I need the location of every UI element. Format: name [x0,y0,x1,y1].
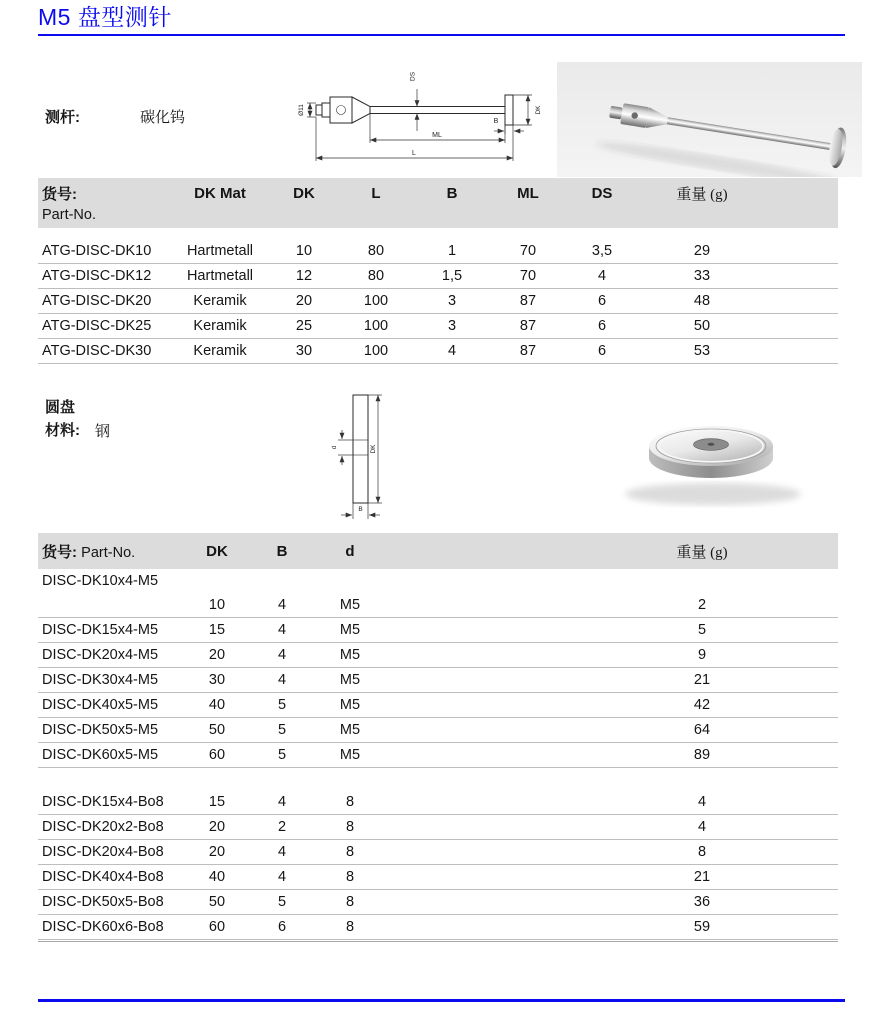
shaft-label: 测杆: [45,109,80,126]
table-row [38,643,838,668]
table1-body [38,239,838,364]
cell-b: 4 [277,672,287,688]
dim-label-disc-b: B [358,506,363,513]
cell-dk: 40 [208,869,226,885]
cell-weight: 42 [693,697,711,713]
cell-dk-mat: Hartmetall [186,243,254,259]
table2-header [38,533,838,569]
table2-header-part-cn: 货号: [42,543,77,561]
table-row [38,768,838,790]
cell-dk: 15 [208,794,226,810]
cell-d: M5 [339,672,361,688]
cell-l: 100 [363,343,389,359]
dim-label-dk: DK [535,105,542,115]
disc-label: 圆盘 [45,399,76,416]
cell-b: 5 [277,697,287,713]
cell-d: M5 [339,597,361,613]
cell-dk: 30 [208,672,226,688]
cell-part-no: ATG-DISC-DK12 [42,268,152,284]
table-row [38,239,838,264]
cell-dk: 40 [208,697,226,713]
table2-header-part [38,541,177,562]
shaft-material-value: 碳化钨 [140,110,186,126]
cell-weight: 5 [697,622,707,638]
cell-l: 100 [363,318,389,334]
cell-dk: 10 [295,243,313,259]
table1-header-part-en: Part-No. [42,207,96,223]
table-end-line [38,941,838,942]
cell-dk: 12 [295,268,313,284]
dim-label-l: L [412,150,416,157]
cell-part-no: DISC-DK40x4-Bo8 [42,869,164,885]
cell-d: M5 [339,697,361,713]
cell-ml: 87 [519,318,537,334]
table1-header-l: L [371,185,381,202]
table1-header-b: B [446,185,458,202]
table-row [38,569,838,593]
cell-part-no: DISC-DK60x6-Bo8 [42,919,164,935]
cell-weight: 33 [693,268,711,284]
table-row [38,865,838,890]
table1-header-dk: DK [293,185,315,202]
disc-product-photo [618,398,883,523]
cell-weight: 89 [693,747,711,763]
table-row [38,618,838,643]
cell-dk: 10 [208,597,226,613]
dim-label-b: B [493,118,499,125]
cell-dk-mat: Keramik [193,293,247,309]
cell-ds: 6 [597,343,607,359]
cell-part-no: ATG-DISC-DK10 [42,243,152,259]
disc-material-label: 材料: [45,422,80,439]
table-row [38,339,838,364]
cell-b: 4 [277,869,287,885]
cell-weight: 4 [697,819,707,835]
cell-part-no: DISC-DK15x4-M5 [42,622,159,638]
cell-dk-mat: Keramik [193,343,247,359]
cell-ds: 3,5 [591,243,613,259]
cell-d: 8 [345,869,355,885]
cell-part-no: ATG-DISC-DK20 [42,293,152,309]
cell-dk: 50 [208,894,226,910]
cell-b: 4 [277,597,287,613]
cell-part-no: DISC-DK10x4-M5 [42,573,159,589]
table2-header-dk: DK [206,542,228,560]
table-row [38,790,838,815]
table2-header-b: B [276,542,288,560]
table-row [38,314,838,339]
cell-b: 4 [277,647,287,663]
cell-d: 8 [345,919,355,935]
shaft-technical-drawing [296,62,548,167]
table-row [38,743,838,768]
table1-header-weight: 重量 (g) [676,187,728,203]
cell-d: 8 [345,894,355,910]
table-row [38,693,838,718]
cell-d: 8 [345,844,355,860]
cell-dk: 20 [208,819,226,835]
shaft-product-photo [557,62,862,177]
dim-label-d: d [332,445,338,450]
cell-b: 4 [277,844,287,860]
cell-part-no: ATG-DISC-DK30 [42,343,152,359]
cell-ds: 4 [597,268,607,284]
table-row [38,668,838,693]
cell-b: 1 [447,243,457,259]
cell-dk: 20 [295,293,313,309]
page-title: M5 盘型测针 [38,4,172,30]
cell-ml: 70 [519,243,537,259]
cell-d: 8 [345,819,355,835]
cell-dk: 30 [295,343,313,359]
cell-b: 1,5 [441,268,463,284]
cell-weight: 53 [693,343,711,359]
cell-weight: 2 [697,597,707,613]
cell-part-no: DISC-DK20x2-Bo8 [42,819,164,835]
cell-b: 3 [447,293,457,309]
table1-header [38,178,838,228]
cell-weight: 21 [693,869,711,885]
cell-ml: 70 [519,268,537,284]
cell-ds: 6 [597,293,607,309]
cell-weight: 59 [693,919,711,935]
table1-header-ds: DS [591,185,613,202]
cell-weight: 4 [697,794,707,810]
table1-header-dk-mat: DK Mat [194,185,246,202]
table-row [38,593,838,618]
cell-weight: 29 [693,243,711,259]
table-row [38,264,838,289]
table-row [38,840,838,865]
cell-weight: 50 [693,318,711,334]
cell-b: 4 [277,622,287,638]
table-row [38,718,838,743]
cell-b: 4 [277,794,287,810]
table2-header-weight: 重量 (g) [676,544,728,561]
cell-b: 2 [277,819,287,835]
cell-weight: 36 [693,894,711,910]
cell-ml: 87 [519,293,537,309]
table1-header-part-cn: 货号: [42,186,77,203]
cell-d: M5 [339,747,361,763]
cell-part-no: DISC-DK20x4-M5 [42,647,159,663]
cell-dk-mat: Keramik [193,318,247,334]
cell-weight: 21 [693,672,711,688]
cell-d: M5 [339,647,361,663]
cell-d: M5 [339,622,361,638]
cell-dk: 60 [208,919,226,935]
cell-part-no: DISC-DK60x5-M5 [42,747,159,763]
cell-dk-mat: Hartmetall [186,268,254,284]
cell-b: 5 [277,722,287,738]
cell-dk: 25 [295,318,313,334]
disc-technical-drawing [330,388,445,528]
dim-label-dia: Ø11 [298,104,305,116]
cell-dk: 20 [208,844,226,860]
cell-part-no: DISC-DK50x5-Bo8 [42,894,164,910]
cell-d: M5 [339,722,361,738]
table-row [38,890,838,915]
table2-body [38,569,838,940]
cell-weight: 9 [697,647,707,663]
disc-material-value: 钢 [95,424,111,440]
cell-b: 5 [277,747,287,763]
cell-dk: 20 [208,647,226,663]
cell-weight: 8 [697,844,707,860]
cell-ml: 87 [519,343,537,359]
cell-d: 8 [345,794,355,810]
dim-label-ml: ML [432,132,442,139]
cell-part-no: ATG-DISC-DK25 [42,318,152,334]
cell-l: 100 [363,293,389,309]
cell-part-no: DISC-DK15x4-Bo8 [42,794,164,810]
table-row [38,289,838,314]
cell-b: 6 [277,919,287,935]
cell-weight: 64 [693,722,711,738]
dim-label-disc-dk: DK [370,444,377,454]
cell-b: 5 [277,894,287,910]
dim-label-ds: DS [409,71,417,81]
table-row [38,815,838,840]
cell-weight: 48 [693,293,711,309]
cell-l: 80 [367,268,385,284]
cell-part-no: DISC-DK30x4-M5 [42,672,159,688]
cell-part-no: DISC-DK20x4-Bo8 [42,844,164,860]
table-row [38,915,838,940]
cell-b: 3 [447,318,457,334]
cell-b: 4 [447,343,457,359]
cell-dk: 15 [208,622,226,638]
page-bottom-rule [38,999,845,1002]
cell-dk: 50 [208,722,226,738]
title-rule [38,34,845,36]
cell-part-no: DISC-DK40x5-M5 [42,697,159,713]
cell-dk: 60 [208,747,226,763]
cell-part-no: DISC-DK50x5-M5 [42,722,159,738]
cell-ds: 6 [597,318,607,334]
table1-header-ml: ML [517,185,539,202]
table2-header-part-en: Part-No. [81,544,136,561]
cell-l: 80 [367,243,385,259]
table2-header-d: d [345,542,355,560]
